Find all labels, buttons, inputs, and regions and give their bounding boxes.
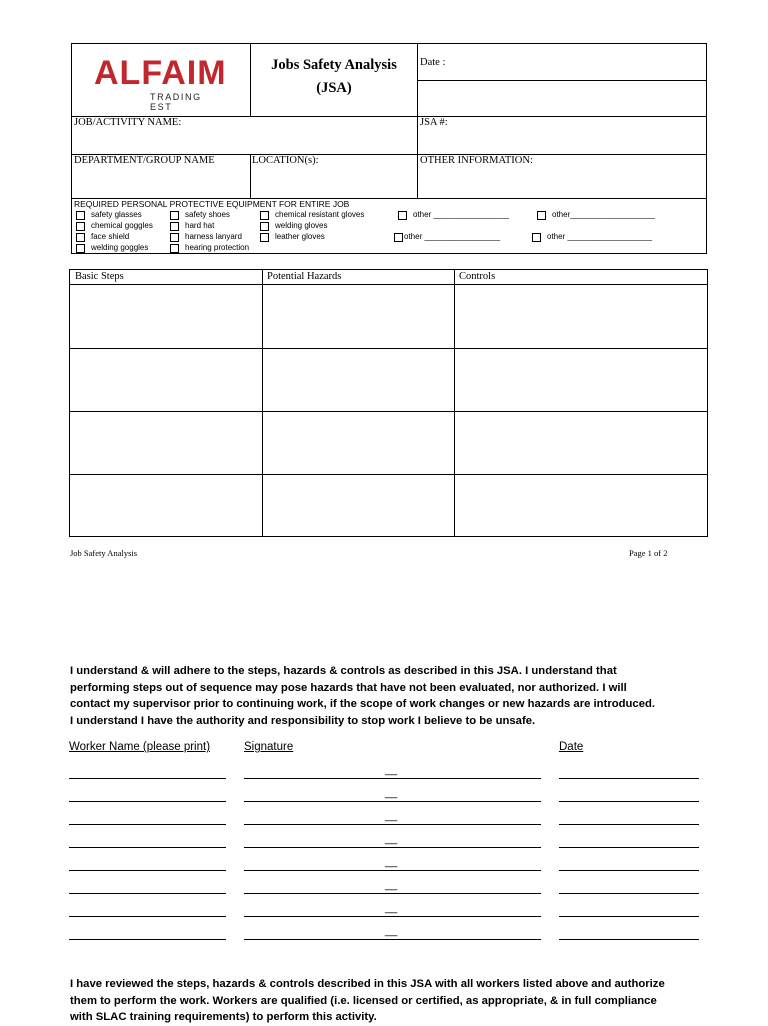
ppe-checkbox-chemical-goggles[interactable] <box>76 221 153 231</box>
table-cell-control-3[interactable] <box>456 413 705 472</box>
jsa-header-table <box>71 43 707 254</box>
table-cell-step-3[interactable] <box>72 413 260 472</box>
signature-line[interactable] <box>244 824 541 825</box>
table-cell-step-2[interactable] <box>72 350 260 409</box>
signature-line[interactable] <box>244 939 541 940</box>
job-activity-field[interactable] <box>74 130 414 152</box>
checkbox-icon[interactable] <box>260 233 269 242</box>
steps-table <box>69 269 708 537</box>
worker-name-line[interactable] <box>69 824 226 825</box>
job-activity-label: JOB/ACTIVITY NAME: <box>74 117 182 128</box>
ppe-label: welding goggles <box>91 243 149 252</box>
ppe-label: other___________________ <box>552 210 655 219</box>
signature-mark: __ <box>385 764 398 776</box>
worker-name-line[interactable] <box>69 847 226 848</box>
signature-mark: __ <box>385 925 398 937</box>
ppe-label: other ___________________ <box>547 232 652 241</box>
jsa-number-field[interactable] <box>452 118 702 152</box>
other-info-field[interactable] <box>420 168 702 194</box>
checkbox-icon[interactable] <box>537 211 546 220</box>
jsa-number-label: JSA #: <box>420 117 448 128</box>
table-cell-step-1[interactable] <box>72 286 260 346</box>
checkbox-icon[interactable] <box>260 211 269 220</box>
ppe-checkbox-safety-shoes[interactable] <box>170 210 230 220</box>
ppe-label: hearing protection <box>185 243 250 252</box>
column-header-basic-steps: Basic Steps <box>75 271 124 282</box>
ppe-label: other _________________ <box>413 210 510 219</box>
date-line[interactable] <box>559 801 699 802</box>
checkbox-icon[interactable] <box>170 222 179 231</box>
date-field[interactable] <box>472 48 702 76</box>
ppe-checkbox-welding-gloves[interactable] <box>260 221 327 231</box>
checkbox-icon[interactable] <box>76 211 85 220</box>
date-line[interactable] <box>559 847 699 848</box>
signature-mark: __ <box>385 833 398 845</box>
ppe-label: hard hat <box>185 221 215 230</box>
location-field[interactable] <box>252 168 414 194</box>
checkbox-icon[interactable] <box>170 211 179 220</box>
ppe-checkbox-other-1[interactable] <box>398 210 509 220</box>
column-header-controls: Controls <box>459 271 496 282</box>
table-cell-control-1[interactable] <box>456 286 705 346</box>
checkbox-icon[interactable] <box>398 211 407 220</box>
worker-name-line[interactable] <box>69 870 226 871</box>
checkbox-icon[interactable] <box>170 244 179 253</box>
page-footer-title: Job Safety Analysis <box>70 548 138 558</box>
department-field[interactable] <box>74 168 246 194</box>
ppe-label: safety shoes <box>185 210 230 219</box>
logo-wordmark: ALFAIM <box>94 54 227 92</box>
other-info-label: OTHER INFORMATION: <box>420 155 533 166</box>
ppe-label: safety glasses <box>91 210 142 219</box>
date-extra-field[interactable] <box>420 82 702 114</box>
ppe-label: chemical goggles <box>91 221 153 230</box>
ppe-checkbox-hearing-protection[interactable] <box>170 243 249 253</box>
signature-line[interactable] <box>244 847 541 848</box>
logo-subtitle: TRADING EST <box>150 92 202 112</box>
table-cell-hazard-3[interactable] <box>264 413 452 472</box>
worker-name-header: Worker Name (please print) <box>69 741 211 753</box>
company-logo <box>94 54 227 112</box>
date-line[interactable] <box>559 916 699 917</box>
ppe-label: chemical resistant gloves <box>275 210 365 219</box>
form-title <box>251 54 417 100</box>
checkbox-icon[interactable] <box>532 233 541 242</box>
table-cell-control-4[interactable] <box>456 476 705 534</box>
signature-mark: __ <box>385 902 398 914</box>
ack-line-4: I understand I have the authority and responsibility to stop work I believe to be unsafe. <box>70 714 536 727</box>
date-line[interactable] <box>559 893 699 894</box>
checkbox-icon[interactable] <box>76 244 85 253</box>
worker-name-line[interactable] <box>69 778 226 779</box>
worker-name-line[interactable] <box>69 939 226 940</box>
ppe-label: face shield <box>91 232 130 241</box>
signature-line[interactable] <box>244 916 541 917</box>
column-header-potential-hazards: Potential Hazards <box>267 271 342 282</box>
form-title-line1: Jobs Safety Analysis <box>271 57 397 73</box>
checkbox-icon[interactable] <box>76 222 85 231</box>
signature-header: Signature <box>244 741 294 753</box>
signature-line[interactable] <box>244 870 541 871</box>
auth-line-1: I have reviewed the steps, hazards & controls described in this JSA with all workers listed above and authorize <box>70 978 665 990</box>
ppe-checkbox-chemical-resistant-gloves[interactable] <box>260 210 364 220</box>
department-label: DEPARTMENT/GROUP NAME <box>74 155 215 166</box>
ppe-label: welding gloves <box>275 221 328 230</box>
ack-line-3: contact my supervisor prior to continuing work, if the scope of work changes or new hazards are introduced. <box>70 698 656 710</box>
location-label: LOCATION(s): <box>252 155 319 166</box>
date-line[interactable] <box>559 778 699 779</box>
page-number: Page 1 of 2 <box>629 548 668 558</box>
signature-line[interactable] <box>244 801 541 802</box>
acknowledgement-paragraph <box>70 663 730 729</box>
worker-name-line[interactable] <box>69 916 226 917</box>
signature-mark: __ <box>385 856 398 868</box>
table-cell-hazard-1[interactable] <box>264 286 452 346</box>
checkbox-icon[interactable] <box>260 222 269 231</box>
ppe-checkbox-safety-glasses[interactable] <box>76 210 142 220</box>
ppe-checkbox-hard-hat[interactable] <box>170 221 214 231</box>
ppe-checkbox-harness-lanyard[interactable] <box>170 232 242 242</box>
ppe-label: other _________________ <box>404 232 501 241</box>
date-line[interactable] <box>559 870 699 871</box>
auth-line-2: them to perform the work. Workers are qualified (i.e. licensed or certified, as appropriate, & in full compliance <box>70 994 657 1007</box>
ppe-heading: REQUIRED PERSONAL PROTECTIVE EQUIPMENT FOR ENTIRE JOB <box>74 199 350 209</box>
authorization-paragraph <box>70 976 730 1026</box>
ppe-checkbox-other-4[interactable] <box>532 232 652 242</box>
table-cell-control-2[interactable] <box>456 350 705 409</box>
table-cell-step-4[interactable] <box>72 476 260 534</box>
signature-mark: __ <box>385 879 398 891</box>
worker-name-line[interactable] <box>69 893 226 894</box>
ppe-label: harness lanyard <box>185 232 242 241</box>
ppe-label: leather gloves <box>275 232 325 241</box>
date-line[interactable] <box>559 824 699 825</box>
signature-line[interactable] <box>244 893 541 894</box>
checkbox-icon[interactable] <box>394 233 403 242</box>
checkbox-icon[interactable] <box>76 233 85 242</box>
auth-line-3: with SLAC training requirements) to perform this activity. <box>70 1011 377 1023</box>
signature-mark: __ <box>385 810 398 822</box>
ack-line-2: performing steps out of sequence may pose hazards that have not been evaluated, nor authorized. I will <box>70 681 627 694</box>
signature-mark: __ <box>385 787 398 799</box>
ppe-checkbox-welding-goggles[interactable] <box>76 243 148 253</box>
date-header: Date <box>559 741 584 753</box>
checkbox-icon[interactable] <box>170 233 179 242</box>
date-label: Date : <box>420 57 446 68</box>
table-cell-hazard-2[interactable] <box>264 350 452 409</box>
signature-line[interactable] <box>244 778 541 779</box>
worker-name-line[interactable] <box>69 801 226 802</box>
ppe-checkbox-face-shield[interactable] <box>76 232 129 242</box>
ack-line-1: I understand & will adhere to the steps, hazards & controls as described in this JSA. I understand that <box>70 665 617 677</box>
ppe-checkbox-other-2[interactable] <box>394 232 500 242</box>
table-cell-hazard-4[interactable] <box>264 476 452 534</box>
ppe-checkbox-leather-gloves[interactable] <box>260 232 325 242</box>
date-line[interactable] <box>559 939 699 940</box>
ppe-checkbox-other-3[interactable] <box>537 210 655 220</box>
form-title-line2: (JSA) <box>316 80 352 96</box>
